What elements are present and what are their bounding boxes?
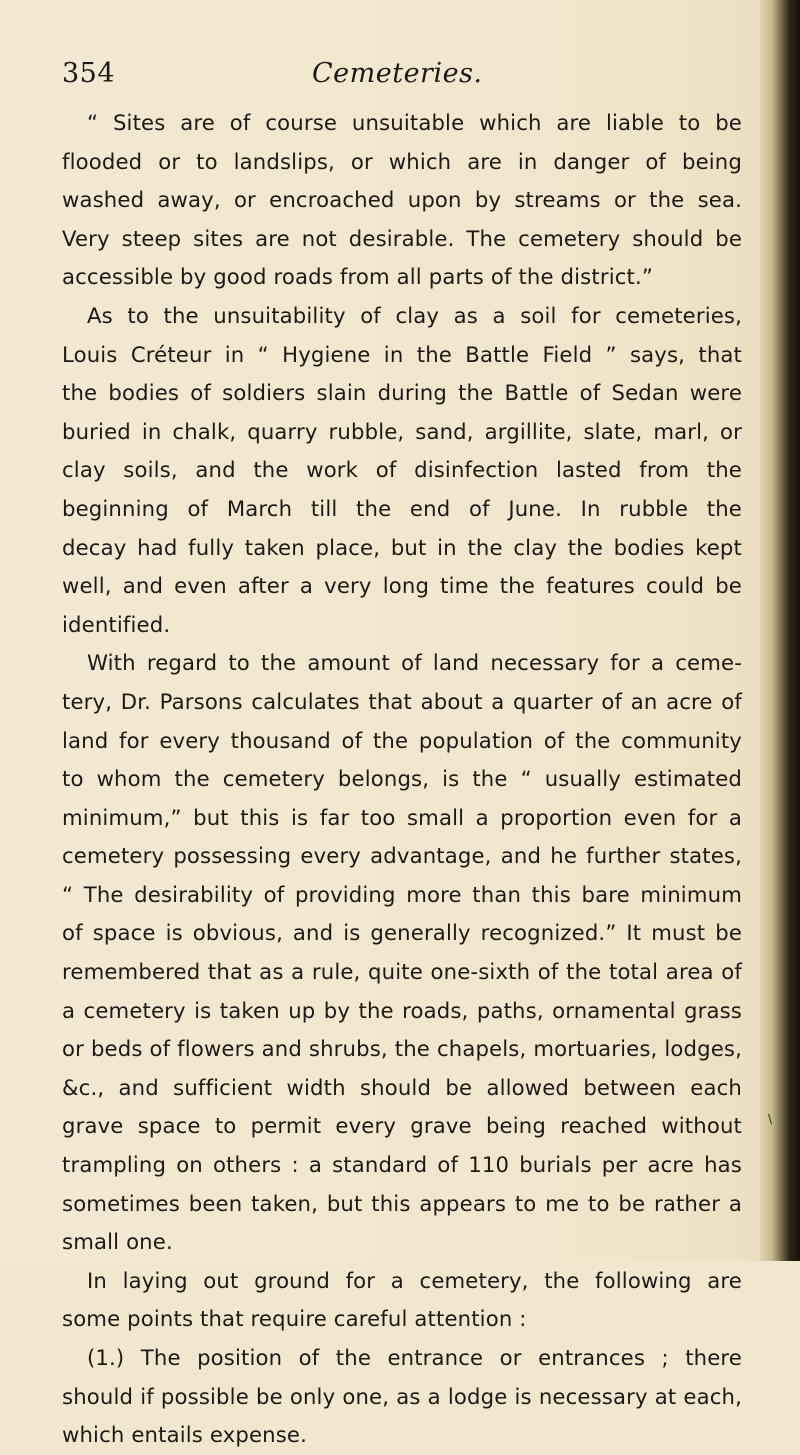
page-header: [62, 58, 762, 98]
text-line: well, and even after a very long time the features could be: [62, 573, 742, 599]
text-line: decay had fully taken place, but in the clay the bodies kept: [62, 534, 742, 560]
text-line: (1.) The position of the entrance or entrances ; there: [87, 1345, 742, 1370]
text-line: &c., and sufficient width should be allowed between each: [62, 1074, 742, 1100]
text-line: or beds of flowers and shrubs, the chapels, mortuaries, lodges,: [62, 1036, 742, 1062]
text-line: In laying out ground for a cemetery, the following are: [87, 1267, 742, 1293]
text-line: identified.: [62, 611, 171, 637]
text-line: trampling on others : a standard of 110 burials per acre has: [62, 1152, 742, 1178]
text-line: flooded or to landslips, or which are in danger of being: [62, 148, 742, 174]
text-line: Very steep sites are not desirable. The cemetery should be: [62, 225, 742, 251]
body-text: [62, 104, 742, 1455]
text-line: With regard to the amount of land necessary for a ceme-: [87, 650, 742, 676]
text-line: some points that require careful attention :: [62, 1306, 527, 1332]
text-line: should if possible be only one, as a lodge is necessary at each,: [62, 1383, 742, 1409]
text-line: clay soils, and the work of disinfection lasted from the: [62, 457, 742, 483]
text-line: accessible by good roads from all parts of the district.”: [62, 264, 653, 290]
text-line: a cemetery is taken up by the roads, paths, ornamental grass: [62, 997, 742, 1023]
text-line: grave space to permit every grave being reached without: [62, 1113, 742, 1139]
text-line: small one.: [62, 1229, 173, 1255]
page-edge-shadow: [760, 0, 800, 1261]
text-line: tery, Dr. Parsons calculates that about a quarter of an acre of: [62, 688, 742, 714]
text-line: “ The desirability of providing more than this bare minimum: [62, 881, 742, 907]
text-line: Louis Créteur in “ Hygiene in the Battle Field ” says, that: [62, 341, 742, 367]
text-line: buried in chalk, quarry rubble, sand, argillite, slate, marl, or: [62, 418, 742, 444]
text-line: land for every thousand of the population of the community: [62, 727, 742, 753]
text-line: minimum,” but this is far too small a proportion even for a: [62, 804, 742, 830]
text-line: As to the unsuitability of clay as a soil for cemeteries,: [87, 302, 742, 328]
text-line: which entails expense.: [62, 1422, 307, 1448]
edge-mark: \: [768, 1112, 773, 1126]
text-line: cemetery possessing every advantage, and he further states,: [62, 843, 742, 869]
text-line: “ Sites are of course unsuitable which are liable to be: [87, 110, 742, 135]
text-line: the bodies of soldiers slain during the Battle of Sedan were: [62, 380, 742, 406]
running-head: Cemeteries.: [312, 58, 483, 89]
text-line: remembered that as a rule, quite one-sixth of the total area of: [62, 959, 742, 985]
text-line: of space is obvious, and is generally recognized.” It must be: [62, 920, 742, 946]
text-line: sometimes been taken, but this appears to me to be rather a: [62, 1190, 742, 1216]
text-line: to whom the cemetery belongs, is the “ usually estimated: [62, 766, 742, 792]
page-number: 354: [62, 58, 116, 89]
text-line: beginning of March till the end of June. In rubble the: [62, 495, 742, 521]
text-line: washed away, or encroached upon by streams or the sea.: [62, 187, 742, 213]
